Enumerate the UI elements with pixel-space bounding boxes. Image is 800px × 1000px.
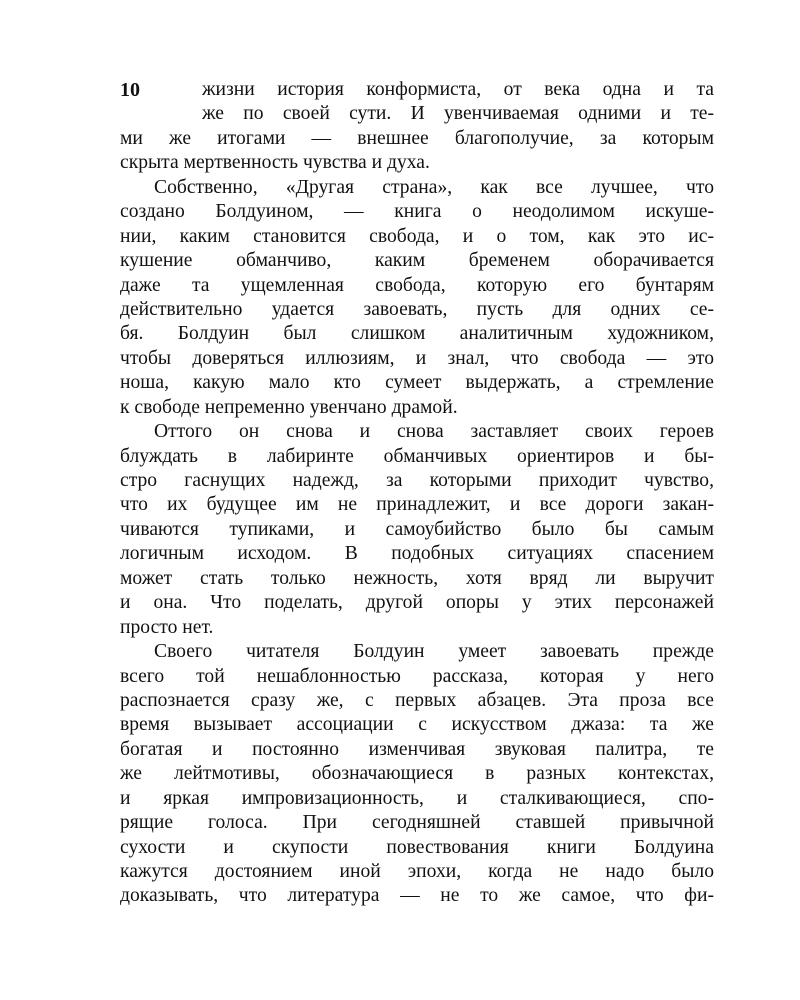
text-line: и она. Что поделать, другой опоры у этих персонажей xyxy=(120,592,714,614)
text-line: бя. Болдуин был слишком аналитичным художником, xyxy=(120,323,714,345)
text-line: создано Болдуином, — книга о неодолимом искуше- xyxy=(120,201,714,223)
text-body xyxy=(120,78,714,909)
text-line: распознается сразу же, с первых абзацев. Эта проза все xyxy=(120,689,714,711)
text-line: рящие голоса. При сегодняшней ставшей привычной xyxy=(120,812,714,834)
text-line: же лейтмотивы, обозначающиеся в разных контекстах, xyxy=(120,763,714,785)
text-line: логичным исходом. В подобных ситуациях спасением xyxy=(120,543,714,565)
text-line: и яркая импровизационность, и сталкивающиеся, спо- xyxy=(120,787,714,809)
text-line: доказывать, что литература — не то же самое, что фи- xyxy=(120,885,714,907)
text-line: что их будущее им не принадлежит, и все дороги закан- xyxy=(120,494,714,516)
text-line: сухости и скупости повествования книги Болдуина xyxy=(120,836,714,858)
text-line: просто нет. xyxy=(120,616,214,638)
text-line: жизни история конформиста, от века одна и та xyxy=(202,79,714,100)
text-line: даже та ущемленная свобода, которую его бунтарям xyxy=(120,274,714,296)
text-line: чиваются тупиками, и самоубийство было бы самым xyxy=(120,518,714,540)
text-line: кушение обманчиво, каким бременем оборачивается xyxy=(120,250,714,272)
text-line: действительно удается завоевать, пусть для одних се- xyxy=(120,298,714,320)
text-line: может стать только нежность, хотя вряд ли выручит xyxy=(120,567,714,589)
text-line: нии, каким становится свобода, и о том, как это ис- xyxy=(120,225,714,247)
text-line: стро гаснущих надежд, за которыми приходит чувство, xyxy=(120,470,714,491)
text-line: ми же итогами — внешнее благополучие, за которым xyxy=(120,127,714,149)
text-line: ноша, какую мало кто сумеет выдержать, а стремление xyxy=(120,372,714,394)
text-line: Своего читателя Болдуин умеет завоевать прежде xyxy=(154,641,714,663)
text-line: время вызывает ассоциации с искусством джаза: та же xyxy=(120,714,714,736)
book-page xyxy=(120,78,714,909)
text-line: кажутся достоянием иной эпохи, когда не надо было xyxy=(120,861,714,882)
text-line: блуждать в лабиринте обманчивых ориентиров и бы- xyxy=(120,445,714,467)
text-line: скрыта мертвенность чувства и духа. xyxy=(120,152,430,174)
text-line: Оттого он снова и снова заставляет своих героев xyxy=(154,421,714,443)
text-line: всего той нешаблонностью рассказа, которая у него xyxy=(120,665,714,687)
text-line: же по своей сути. И увенчиваемая одними и те- xyxy=(202,103,714,125)
text-line: богатая и постоянно изменчивая звуковая палитра, те xyxy=(120,738,714,760)
text-line: чтобы доверяться иллюзиям, и знал, что свобода — это xyxy=(120,347,714,369)
page-number: 10 xyxy=(120,79,140,101)
text-line: к свободе непременно увенчано драмой. xyxy=(120,396,458,418)
text-line: Собственно, «Другая страна», как все лучшее, что xyxy=(154,176,714,198)
